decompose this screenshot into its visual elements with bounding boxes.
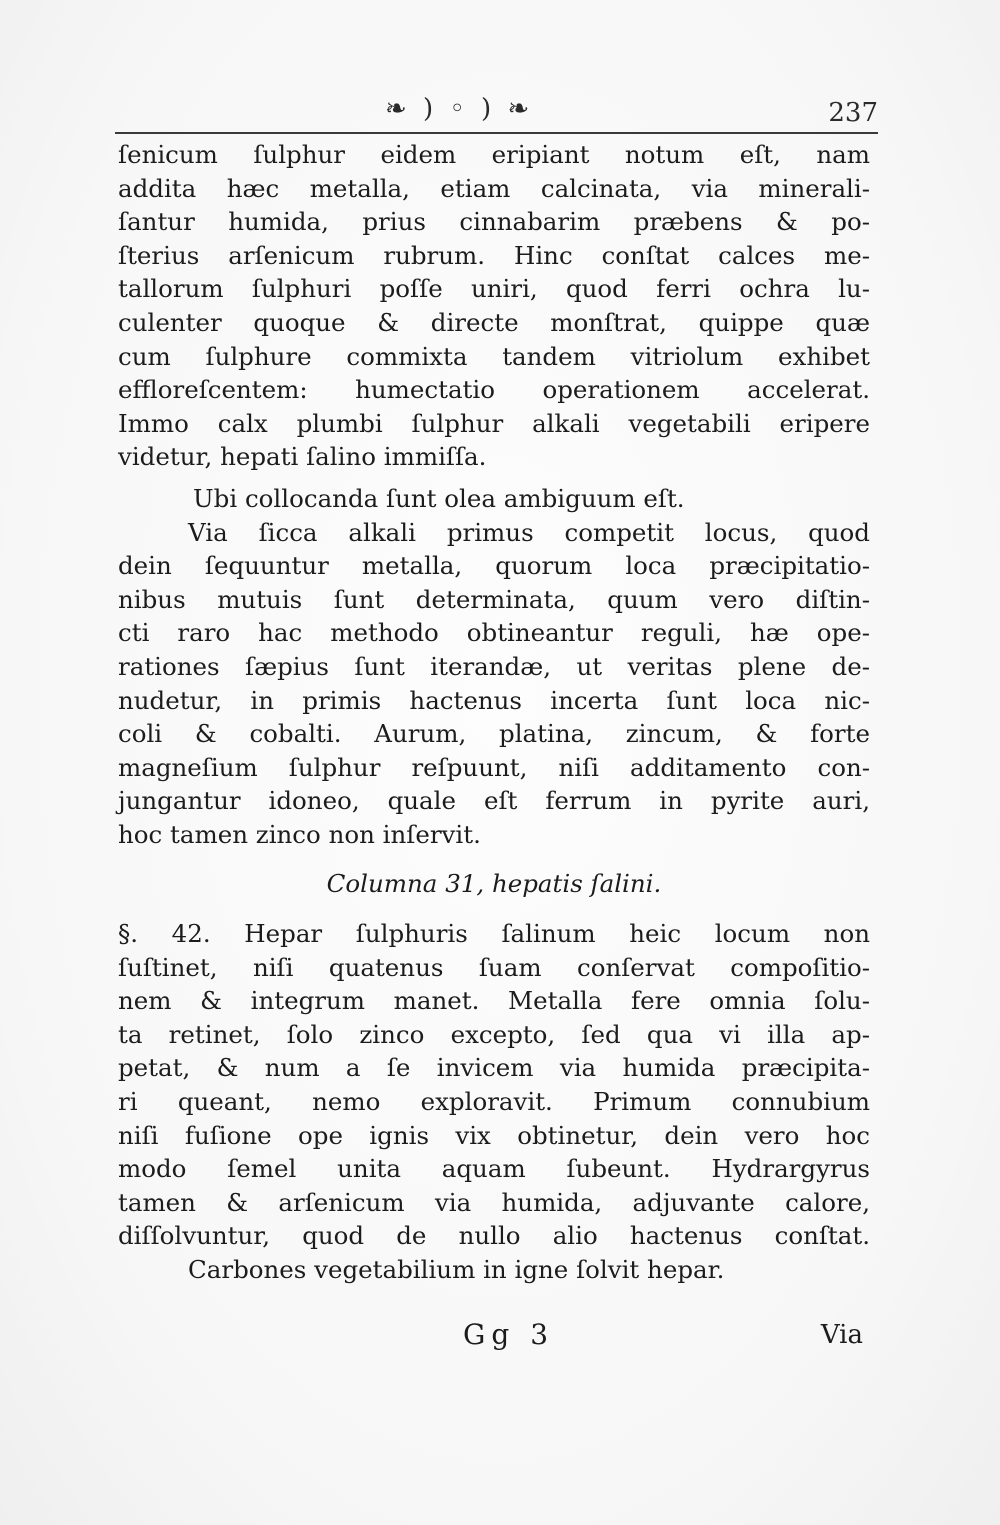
text-line: ri queant, nemo exploravit. Primum connubium bbox=[118, 1087, 870, 1117]
header-ornament: ❧ ) ◦ ) ❧ bbox=[385, 94, 534, 124]
text-line: culenter quoque & directe monſtrat, quippe quæ bbox=[118, 307, 870, 337]
page-footer bbox=[118, 1318, 863, 1358]
body-text bbox=[118, 138, 870, 1287]
text-line: petat, & num a ſe invicem via humida præcipita- bbox=[118, 1053, 870, 1083]
text-line: Via ſicca alkali primus competit locus, quod bbox=[188, 517, 870, 547]
text-line: nem & integrum manet. Metalla fere omnia ſolu- bbox=[118, 986, 870, 1016]
text-line: cti raro hac methodo obtineantur reguli, hæ ope- bbox=[118, 618, 870, 648]
text-line: jungantur idoneo, quale eſt ferrum in pyrite auri, bbox=[118, 786, 870, 816]
text-line: ta retinet, ſolo zinco excepto, ſed qua vi illa ap- bbox=[118, 1019, 870, 1049]
text-line: §. 42. Hepar ſulphuris ſalinum heic locum non bbox=[118, 919, 870, 949]
text-line: magneſium ſulphur reſpuunt, niſi additamento con- bbox=[118, 752, 870, 782]
text-line: nibus mutuis ſunt determinata, quum vero diſtin- bbox=[118, 584, 870, 614]
text-line: tamen & arſenicum via humida, adjuvante calore, bbox=[118, 1187, 870, 1217]
text-line: hoc tamen zinco non inſervit. bbox=[118, 819, 481, 849]
page-number: 237 bbox=[828, 98, 878, 128]
text-line: diſſolvuntur, quod de nullo alio hactenus conſtat. bbox=[118, 1221, 870, 1251]
text-line: modo ſemel unita aquam ſubeunt. Hydrargyrus bbox=[118, 1154, 870, 1184]
text-line: ſterius arſenicum rubrum. Hinc conſtat calces me- bbox=[118, 240, 870, 270]
section-heading: Ubi collocanda ſunt olea ambiguum eſt. bbox=[193, 483, 685, 513]
text-line: ſuſtinet, niſi quatenus ſuam conſervat compoſitio- bbox=[118, 952, 870, 982]
text-line: ſantur humida, prius cinnabarim præbens & po- bbox=[118, 207, 870, 237]
text-line: nudetur, in primis hactenus incerta ſunt loca nic- bbox=[118, 685, 870, 715]
running-header bbox=[115, 88, 878, 134]
text-line: ſenicum ſulphur eidem eripiant notum eſt, nam bbox=[118, 140, 870, 169]
text-line: Carbones vegetabilium in igne ſolvit hepar. bbox=[188, 1255, 725, 1284]
text-line: dein ſequuntur metalla, quorum loca præcipitatio- bbox=[118, 551, 870, 581]
signature-mark: Gg 3 bbox=[463, 1318, 555, 1351]
text-line: videtur, hepati ſalino immiſſa. bbox=[118, 442, 487, 472]
text-line: coli & cobalti. Aurum, platina, zincum, & forte bbox=[118, 719, 870, 749]
text-line: tallorum ſulphuri poſſe uniri, quod ferri ochra lu- bbox=[118, 274, 870, 304]
column-heading: Columna 31, hepatis ſalini. bbox=[326, 869, 662, 899]
text-line: efflorеſcentem: humectatio operationem accelerat. bbox=[118, 375, 870, 405]
text-line: Immo calx plumbi ſulphur alkali vegetabili eripere bbox=[118, 408, 870, 438]
text-line: cum ſulphure commixta tandem vitriolum exhibet bbox=[118, 341, 870, 371]
header-rule bbox=[115, 132, 878, 134]
text-line: addita hæc metalla, etiam calcinata, via minerali- bbox=[118, 173, 870, 203]
catchword: Via bbox=[820, 1320, 863, 1350]
text-line: rationes ſæpius ſunt iterandæ, ut veritas plene de- bbox=[118, 651, 870, 681]
text-line: niſi fuſione ope ignis vix obtinetur, dein vero hoc bbox=[118, 1120, 870, 1150]
